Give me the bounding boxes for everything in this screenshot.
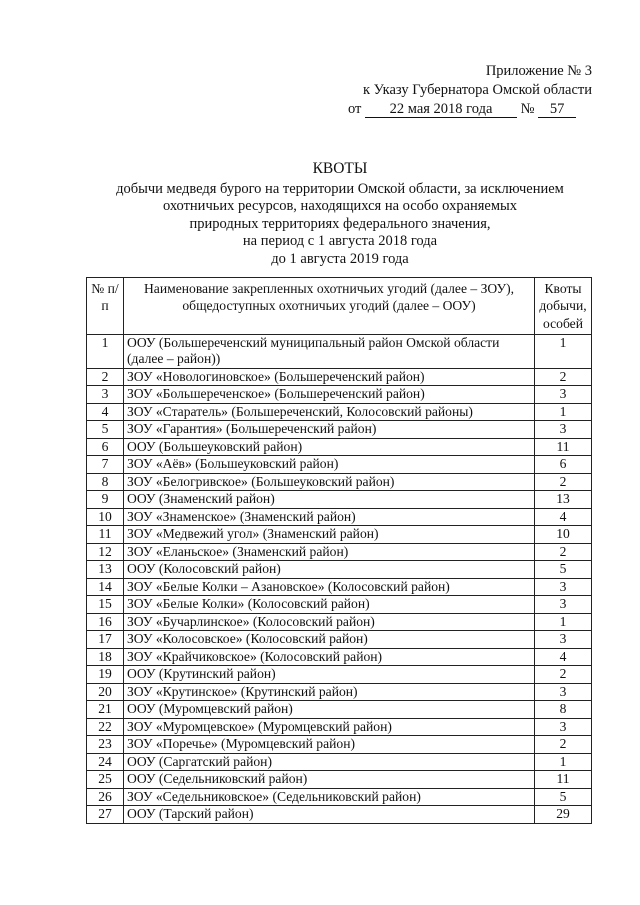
row-number: 23 (87, 736, 124, 754)
title-line: до 1 августа 2019 года (271, 250, 409, 267)
row-name: ЗОУ «Новологиновское» (Большереченский район) (124, 368, 535, 386)
row-quota: 2 (535, 666, 592, 684)
row-number: 19 (87, 666, 124, 684)
title-heading: КВОТЫ (312, 160, 368, 177)
row-quota: 3 (535, 631, 592, 649)
table-row (87, 543, 592, 561)
row-name: ООУ (Большереченский муниципальный район Омской области (далее – район)) (124, 334, 535, 368)
table-row (87, 806, 592, 824)
from-label: от (348, 101, 362, 117)
row-name: ООУ (Седельниковский район) (124, 771, 535, 789)
row-number: 17 (87, 631, 124, 649)
table-row (87, 561, 592, 579)
row-quota: 8 (535, 701, 592, 719)
row-quota: 10 (535, 526, 592, 544)
row-number: 3 (87, 386, 124, 404)
row-number: 21 (87, 701, 124, 719)
table-row (87, 596, 592, 614)
row-quota: 1 (535, 753, 592, 771)
table-row (87, 334, 592, 368)
row-quota: 2 (535, 736, 592, 754)
row-quota: 1 (535, 403, 592, 421)
row-name: ЗОУ «Старатель» (Большереченский, Колосовский районы) (124, 403, 535, 421)
row-quota: 11 (535, 771, 592, 789)
appendix-block (300, 62, 592, 119)
table-row (87, 508, 592, 526)
row-number: 12 (87, 543, 124, 561)
row-name: ООУ (Знаменский район) (124, 491, 535, 509)
row-number: 20 (87, 683, 124, 701)
decree-number: 57 (538, 101, 576, 118)
table-row (87, 736, 592, 754)
title-line: на период с 1 августа 2018 года (242, 233, 438, 249)
row-quota: 1 (535, 334, 592, 368)
table-row (87, 526, 592, 544)
table-row (87, 666, 592, 684)
table-row (87, 368, 592, 386)
table-row (87, 473, 592, 491)
row-number: 18 (87, 648, 124, 666)
table-row (87, 771, 592, 789)
row-quota: 3 (535, 596, 592, 614)
row-quota: 11 (535, 438, 592, 456)
row-name: ООУ (Колосовский район) (124, 561, 535, 579)
row-number: 7 (87, 456, 124, 474)
row-number: 22 (87, 718, 124, 736)
row-name: ЗОУ «Аёв» (Большеуковский район) (124, 456, 535, 474)
row-quota: 3 (535, 386, 592, 404)
table-row (87, 683, 592, 701)
row-name: ЗОУ «Знаменское» (Знаменский район) (124, 508, 535, 526)
row-number: 15 (87, 596, 124, 614)
row-name: ООУ (Тарский район) (124, 806, 535, 824)
number-label: № (520, 101, 535, 117)
table-row (87, 613, 592, 631)
row-name: ООУ (Саргатский район) (124, 753, 535, 771)
table-row (87, 788, 592, 806)
row-number: 10 (87, 508, 124, 526)
row-name: ЗОУ «Белые Колки» (Колосовский район) (124, 596, 535, 614)
table-row (87, 648, 592, 666)
row-quota: 1 (535, 613, 592, 631)
row-number: 5 (87, 421, 124, 439)
row-name: ЗОУ «Поречье» (Муромцевский район) (124, 736, 535, 754)
row-quota: 6 (535, 456, 592, 474)
row-name: ЗОУ «Еланьское» (Знаменский район) (124, 543, 535, 561)
table-row (87, 386, 592, 404)
table-header-row (87, 278, 592, 335)
row-name: ЗОУ «Большереченское» (Большереченский район) (124, 386, 535, 404)
row-name: ЗОУ «Крутинское» (Крутинский район) (124, 683, 535, 701)
row-number: 11 (87, 526, 124, 544)
header-number: № п/п (87, 278, 124, 335)
row-number: 8 (87, 473, 124, 491)
row-name: ЗОУ «Муромцевское» (Муромцевский район) (124, 718, 535, 736)
row-quota: 2 (535, 543, 592, 561)
row-quota: 2 (535, 473, 592, 491)
row-name: ЗОУ «Медвежий угол» (Знаменский район) (124, 526, 535, 544)
row-name: ЗОУ «Белые Колки – Азановское» (Колосовский район) (124, 578, 535, 596)
row-quota: 3 (535, 578, 592, 596)
row-number: 26 (87, 788, 124, 806)
row-name: ЗОУ «Крайчиковское» (Колосовский район) (124, 648, 535, 666)
title-line: охотничьих ресурсов, находящихся на особо охраняемых (162, 198, 518, 214)
row-number: 2 (87, 368, 124, 386)
decree-date: 22 мая 2018 года (365, 101, 517, 118)
table-row (87, 491, 592, 509)
appendix-decree: к Указу Губернатора Омской области (362, 82, 592, 98)
row-quota: 4 (535, 648, 592, 666)
row-quota: 3 (535, 718, 592, 736)
appendix-date-line (300, 100, 592, 119)
header-quota: Квоты добычи, особей (535, 278, 592, 335)
row-quota: 13 (535, 491, 592, 509)
row-quota: 4 (535, 508, 592, 526)
row-name: ООУ (Муромцевский район) (124, 701, 535, 719)
row-number: 4 (87, 403, 124, 421)
row-number: 13 (87, 561, 124, 579)
table-row (87, 578, 592, 596)
row-name: ЗОУ «Бучарлинское» (Колосовский район) (124, 613, 535, 631)
row-name: ЗОУ «Колосовское» (Колосовский район) (124, 631, 535, 649)
title-line: добычи медведя бурого на территории Омской области, за исключением (116, 180, 564, 197)
row-number: 6 (87, 438, 124, 456)
row-number: 25 (87, 771, 124, 789)
row-number: 14 (87, 578, 124, 596)
row-number: 9 (87, 491, 124, 509)
row-quota: 3 (535, 683, 592, 701)
document-title (60, 160, 620, 268)
table-row (87, 701, 592, 719)
row-number: 16 (87, 613, 124, 631)
table-row (87, 438, 592, 456)
title-line: природных территориях федерального значения, (189, 215, 491, 232)
row-name: ЗОУ «Гарантия» (Большереченский район) (124, 421, 535, 439)
appendix-title: Приложение № 3 (485, 63, 592, 79)
row-number: 1 (87, 334, 124, 368)
row-name: ЗОУ «Белогривское» (Большеуковский район) (124, 473, 535, 491)
table-row (87, 718, 592, 736)
row-number: 27 (87, 806, 124, 824)
table-row (87, 456, 592, 474)
table-row (87, 421, 592, 439)
row-quota: 3 (535, 421, 592, 439)
row-name: ООУ (Большеуковский район) (124, 438, 535, 456)
header-name: Наименование закрепленных охотничьих угодий (далее – ЗОУ), общедоступных охотничьих угодий (далее – ООУ) (124, 278, 535, 335)
quota-table (86, 277, 592, 824)
table-row (87, 631, 592, 649)
row-quota: 5 (535, 788, 592, 806)
row-name: ООУ (Крутинский район) (124, 666, 535, 684)
row-name: ЗОУ «Седельниковское» (Седельниковский район) (124, 788, 535, 806)
row-number: 24 (87, 753, 124, 771)
table-row (87, 753, 592, 771)
row-quota: 29 (535, 806, 592, 824)
row-quota: 2 (535, 368, 592, 386)
table-row (87, 403, 592, 421)
row-quota: 5 (535, 561, 592, 579)
